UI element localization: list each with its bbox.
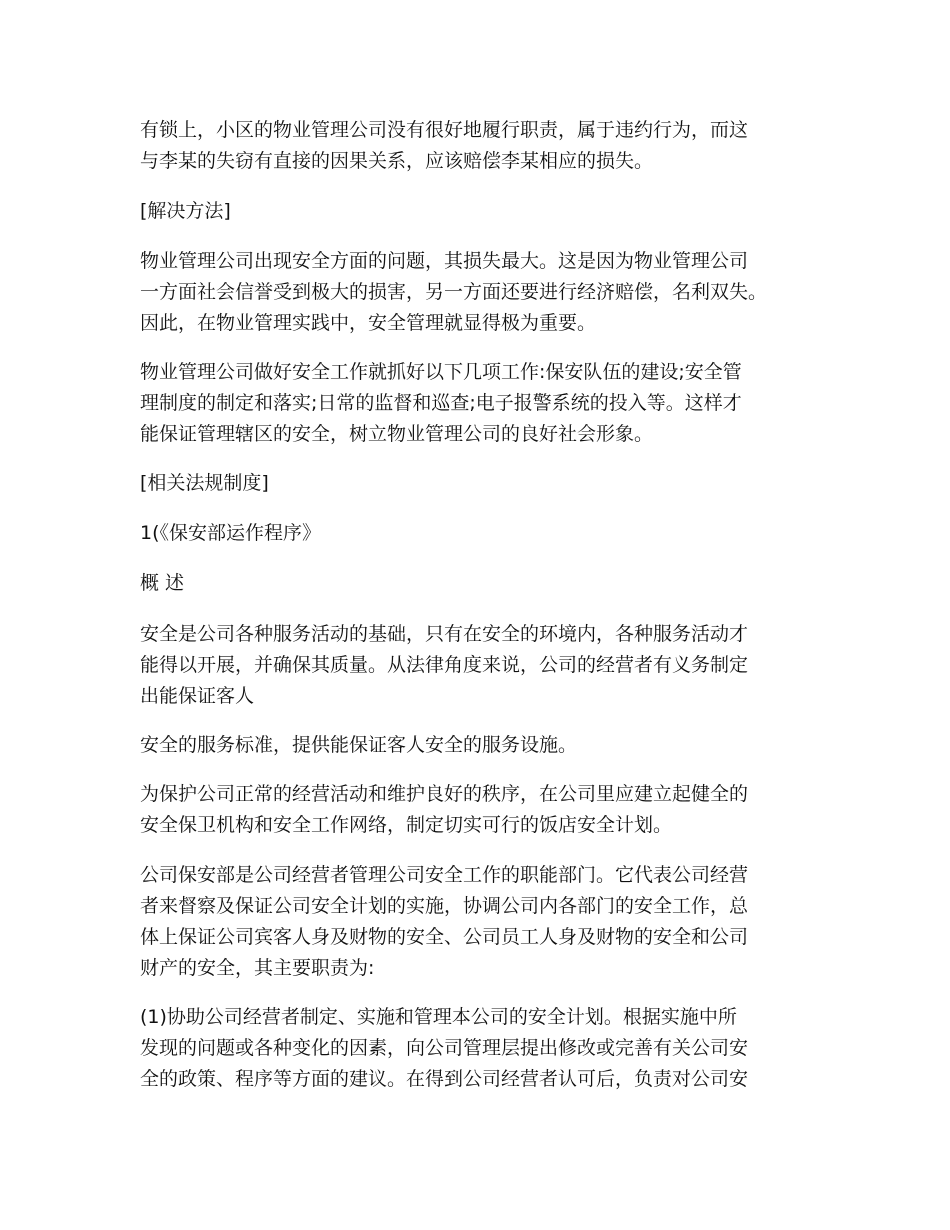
paragraph-security-organization bbox=[140, 779, 840, 841]
text-line: 财产的安全，其主要职责为: bbox=[140, 957, 375, 979]
text-line: 因此，在物业管理实践中，安全管理就显得极为重要。 bbox=[140, 312, 597, 334]
text-line: (1)协助公司经营者制定、实施和管理本公司的安全计划。根据实施中所 bbox=[140, 1006, 737, 1028]
subheading-procedure bbox=[140, 518, 840, 549]
paragraph-loss bbox=[140, 246, 840, 339]
text-line: 1(《保安部运作程序》 bbox=[140, 522, 322, 544]
text-line: 物业管理公司出现安全方面的问题，其损失最大。这是因为物业管理公司 bbox=[140, 250, 749, 272]
text-line: 安全的服务标准，提供能保证客人安全的服务设施。 bbox=[140, 734, 578, 756]
section-heading-regulations bbox=[140, 468, 840, 499]
text-line: 一方面社会信誉受到极大的损害，另一方面还要进行经济赔偿，名利双失。 bbox=[140, 281, 768, 303]
text-line: [相关法规制度] bbox=[140, 472, 269, 494]
text-line: 物业管理公司做好安全工作就抓好以下几项工作:保安队伍的建设;安全管 bbox=[140, 361, 742, 383]
subheading-overview bbox=[140, 568, 840, 599]
text-line: [解决方法] bbox=[140, 200, 231, 222]
paragraph-security-department bbox=[140, 860, 840, 984]
text-line: 能得以开展，并确保其质量。从法律角度来说，公司的经营者有义务制定 bbox=[140, 654, 749, 676]
paragraph-liability bbox=[140, 115, 840, 177]
text-line: 安全是公司各种服务活动的基础，只有在安全的环境内，各种服务活动才 bbox=[140, 623, 749, 645]
text-line: 概 述 bbox=[140, 572, 185, 594]
text-line: 与李某的失窃有直接的因果关系，应该赔偿李某相应的损失。 bbox=[140, 150, 654, 172]
text-line: 者来督察及保证公司安全计划的实施，协调公司内各部门的安全工作，总 bbox=[140, 895, 749, 917]
text-line: 有锁上，小区的物业管理公司没有很好地履行职责，属于违约行为，而这 bbox=[140, 119, 749, 141]
text-line: 出能保证客人 bbox=[140, 685, 255, 707]
text-line: 体上保证公司宾客人身及财物的安全、公司员工人身及财物的安全和公司 bbox=[140, 926, 749, 948]
paragraph-security-work bbox=[140, 357, 840, 450]
text-line: 发现的问题或各种变化的因素，向公司管理层提出修改或完善有关公司安 bbox=[140, 1037, 749, 1059]
paragraph-safety-basis bbox=[140, 619, 840, 712]
text-line: 为保护公司正常的经营活动和维护良好的秩序，在公司里应建立起健全的 bbox=[140, 783, 749, 805]
text-line: 公司保安部是公司经营者管理公司安全工作的职能部门。它代表公司经营 bbox=[140, 864, 749, 886]
section-heading-solution bbox=[140, 196, 840, 227]
text-line: 理制度的制定和落实;日常的监督和巡查;电子报警系统的投入等。这样才 bbox=[140, 392, 742, 414]
paragraph-duty-1 bbox=[140, 1002, 840, 1095]
paragraph-service-standard bbox=[140, 730, 840, 761]
text-line: 安全保卫机构和安全工作网络，制定切实可行的饭店安全计划。 bbox=[140, 814, 673, 836]
text-line: 能保证管理辖区的安全，树立物业管理公司的良好社会形象。 bbox=[140, 423, 654, 445]
text-line: 全的政策、程序等方面的建议。在得到公司经营者认可后，负责对公司安 bbox=[140, 1068, 749, 1090]
